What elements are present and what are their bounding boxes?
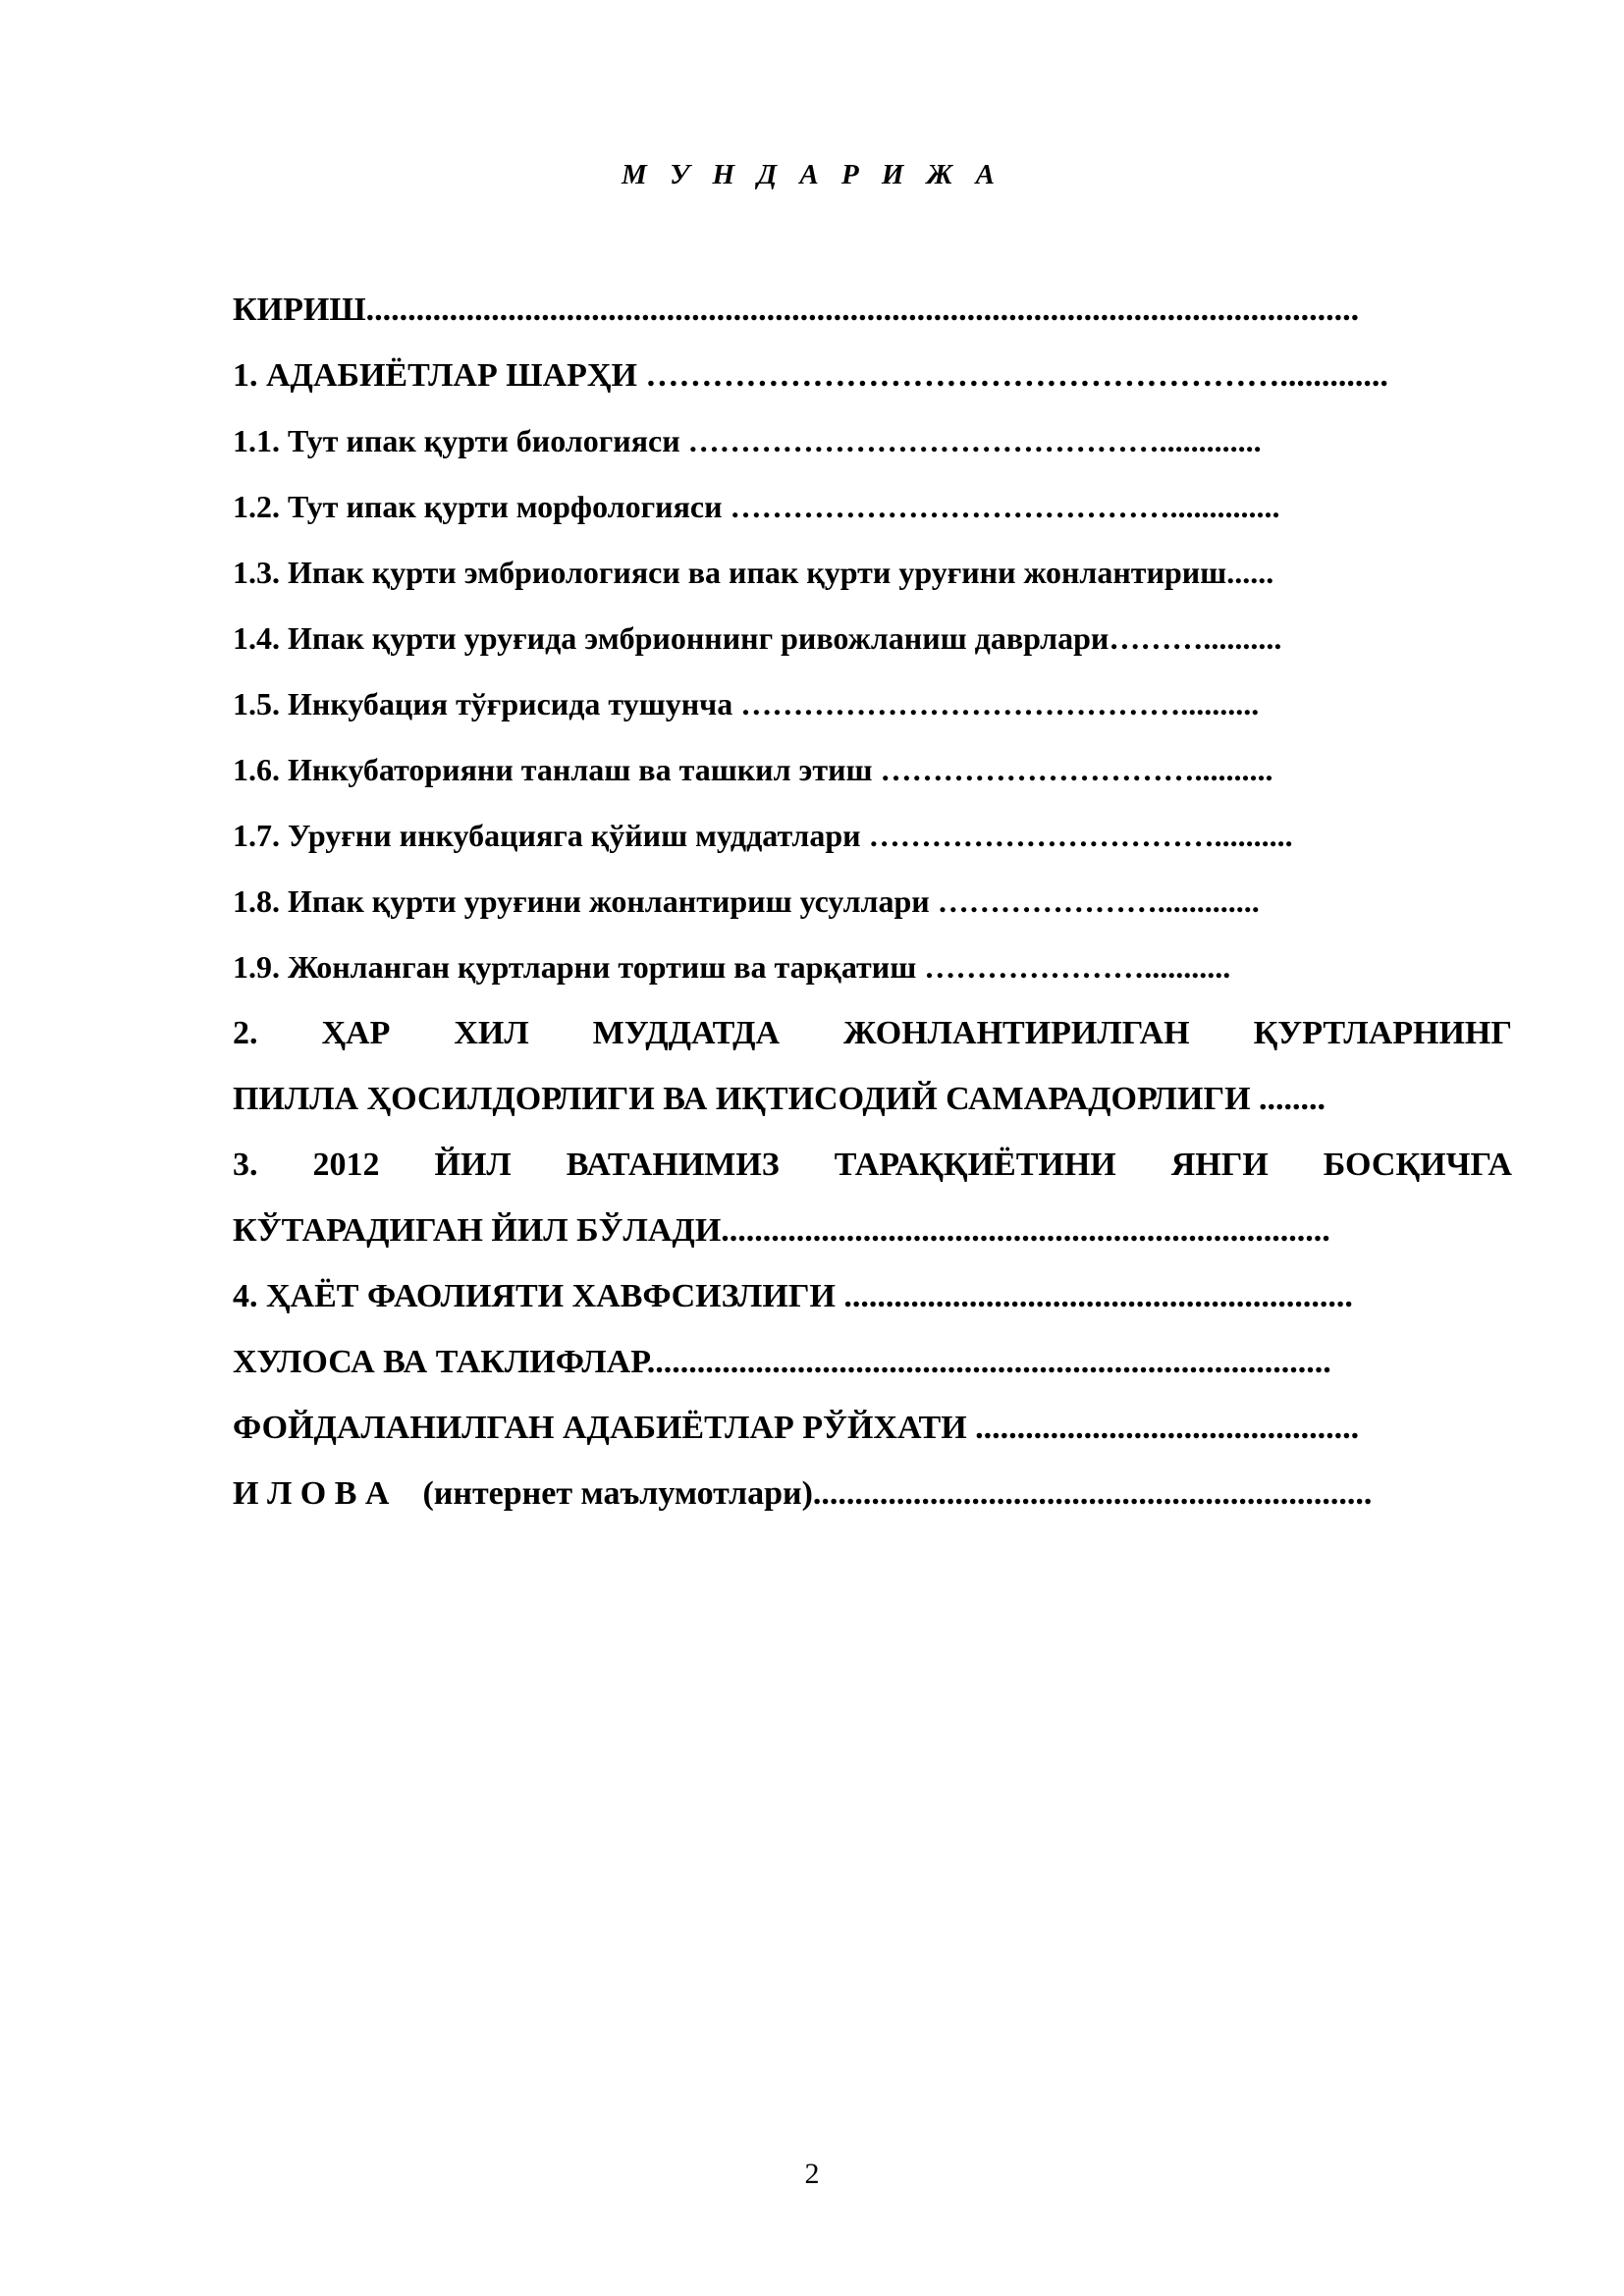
toc-entry-1-1: 1.1. Тут ипак қурти биологияси ………………………………………............. <box>233 423 1262 458</box>
toc-entry-appendix: И Л О В А (интернет маълумотлари)................................................................... <box>233 1475 1373 1512</box>
toc-entry-1-8: 1.8. Ипак қурти уруғини жонлантириш усуллари …………………............. <box>233 883 1260 919</box>
toc-entry-1-4: 1.4. Ипак қурти уруғида эмбрионнинг ривожланиш даврлари……….......... <box>233 620 1282 656</box>
toc-entry-3-line-2: КЎТАРАДИГАН ЙИЛ БЎЛАДИ......................................................................... <box>233 1212 1330 1249</box>
toc-entry-introduction: КИРИШ....................................................................................................................... <box>233 292 1360 328</box>
toc-entry-3-line-1: 3. 2012 ЙИЛ ВАТАНИМИЗ ТАРАҚҚИЁТИНИ ЯНГИ БОСҚИЧГА <box>233 1147 1512 1183</box>
toc-entry-4: 4. ҲАЁТ ФАОЛИЯТИ ХАВФСИЗЛИГИ ............................................................. <box>233 1278 1353 1314</box>
toc-entry-1-3: 1.3. Ипак қурти эмбриологияси ва ипак қурти уруғини жонлантириш...... <box>233 555 1274 590</box>
toc-entry-1-6: 1.6. Инкубаторияни танлаш ва ташкил этиш ………………………….......... <box>233 752 1273 787</box>
toc-entry-1-5: 1.5. Инкубация тўғрисида тушунча …………………………………….......... <box>233 686 1260 721</box>
toc-entry-1-2: 1.2. Тут ипак қурти морфологияси …………………………………….............. <box>233 489 1280 524</box>
toc-entry-conclusions: ХУЛОСА ВА ТАКЛИФЛАР.................................................................................. <box>233 1344 1331 1380</box>
page-title: М У Н Д А Р И Ж А <box>622 159 1002 190</box>
toc-entry-2-line-2: ПИЛЛА ҲОСИЛДОРЛИГИ ВА ИҚТИСОДИЙ САМАРАДОРЛИГИ ........ <box>233 1081 1326 1117</box>
toc-entry-references: ФОЙДАЛАНИЛГАН АДАБИЁТЛАР РЎЙХАТИ .............................................. <box>233 1410 1360 1446</box>
toc-entry-1-9: 1.9. Жонланган қуртларни тортиш ва тарқатиш …………………........... <box>233 949 1231 985</box>
toc-entry-2-line-1: 2. ҲАР ХИЛ МУДДАТДА ЖОНЛАНТИРИЛГАН ҚУРТЛАРНИНГ <box>233 1015 1512 1051</box>
table-of-contents <box>233 277 1512 1526</box>
toc-entry-1-7: 1.7. Уруғни инкубацияга қўйиш муддатлари …………………………….......... <box>233 818 1293 853</box>
toc-entry-1-literature-review: 1. АДАБИЁТЛАР ШАРҲИ …………………………………………………............. <box>233 357 1388 394</box>
page-number: 2 <box>804 2158 820 2190</box>
